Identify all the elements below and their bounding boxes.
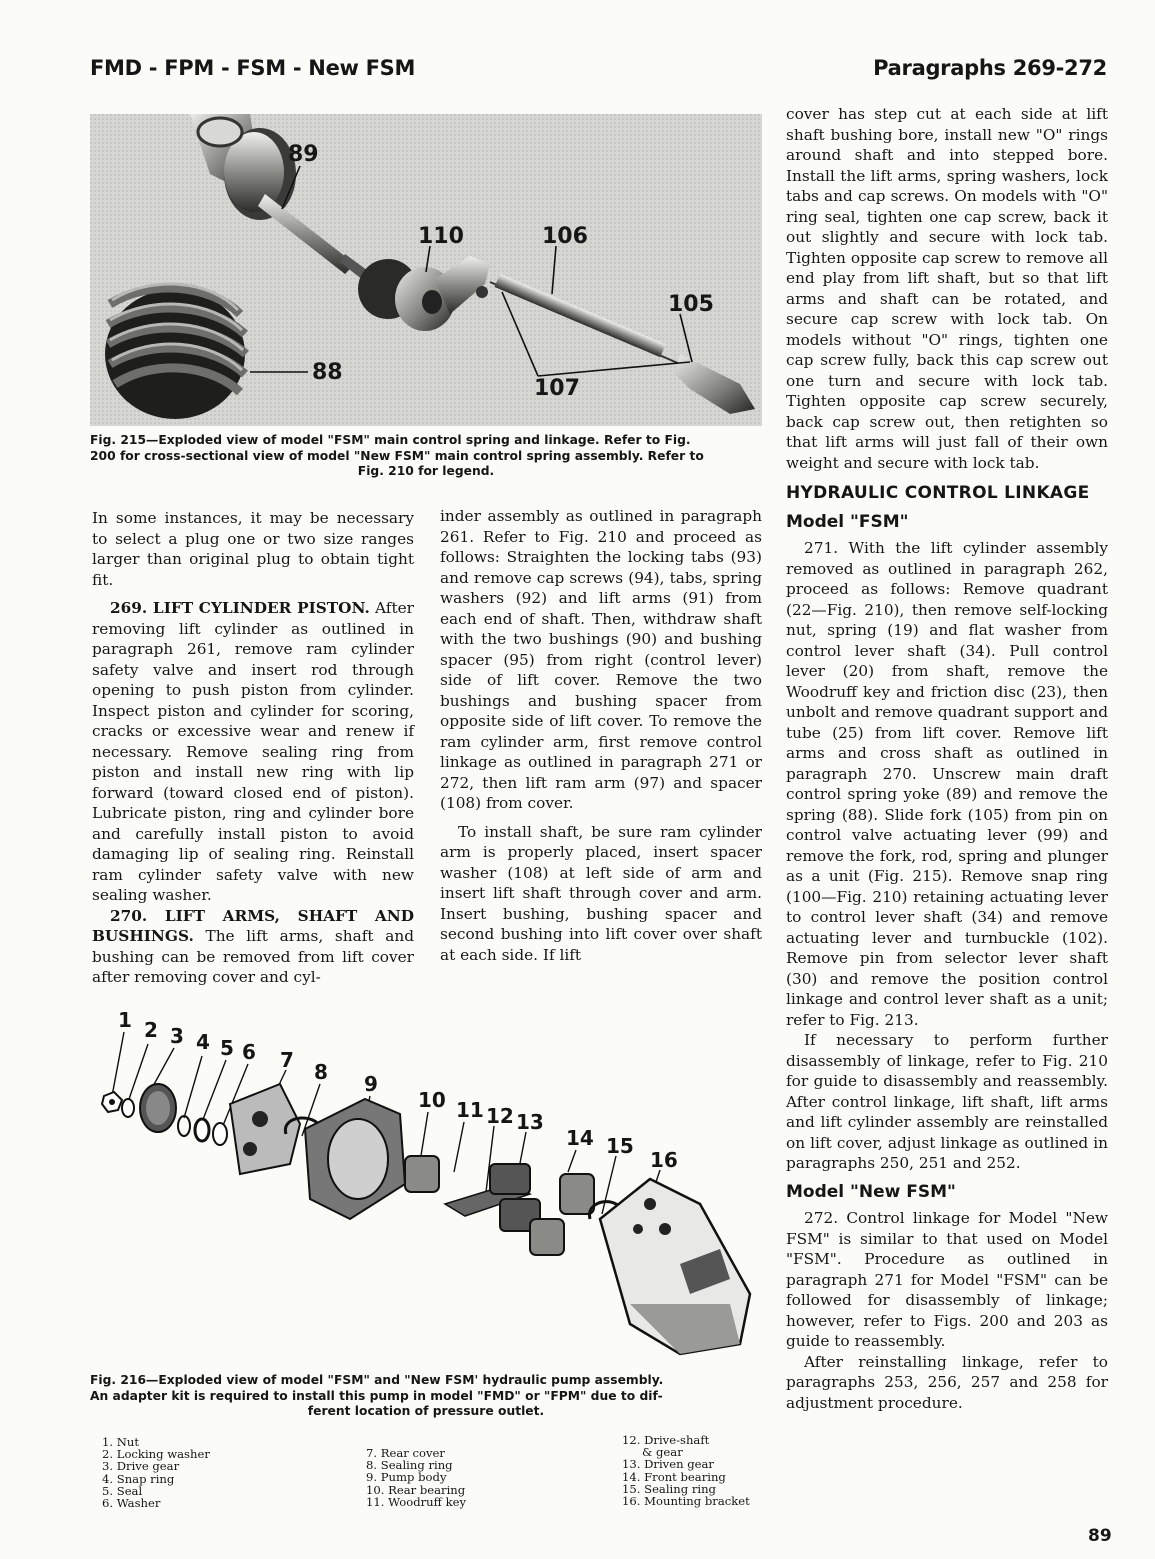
legend-item: 10. Rear bearing <box>366 1482 466 1497</box>
fig215-callout-107: 107 <box>534 376 580 401</box>
fig216-callout-15: 15 <box>606 1134 634 1158</box>
fig215-callout-105: 105 <box>668 292 714 317</box>
figure-216-legend-col2 <box>366 1447 466 1508</box>
paragraph-272b: After reinstalling linkage, refer to paragraphs 253, 256, 257 and 258 for adjustment procedure. <box>786 1352 1108 1412</box>
subheading-new-fsm: Model "New FSM" <box>786 1181 956 1202</box>
fig216-callout-9: 9 <box>364 1072 378 1096</box>
legend-item: 15. Sealing ring <box>622 1481 716 1496</box>
fig216-callout-11: 11 <box>456 1098 484 1122</box>
figure-216-caption-line: Fig. 216—Exploded view of model "FSM" and "New FSM' hydraulic pump assembly. <box>90 1373 664 1387</box>
fig216-callout-13: 13 <box>516 1110 544 1134</box>
legend-item: 16. Mounting bracket <box>622 1494 750 1509</box>
paragraph-270-text: The lift arms, shaft and bushing can be removed from lift cover after removing cover and cyl- <box>92 927 414 986</box>
figure-215-caption-line: Fig. 215—Exploded view of model "FSM" main control spring and linkage. Refer to Fig. <box>90 433 691 447</box>
middle-column <box>440 506 762 965</box>
page-number: 89 <box>1088 1526 1112 1546</box>
fig216-callout-5: 5 <box>220 1036 234 1060</box>
figure-216-caption-line: ferent location of pressure outlet. <box>307 1404 545 1418</box>
fig216-callout-4: 4 <box>196 1030 210 1054</box>
legend-item: 4. Snap ring <box>102 1471 175 1486</box>
section-heading: HYDRAULIC CONTROL LINKAGE <box>786 483 1090 503</box>
paragraph-271: 271. With the lift cylinder assembly removed as outlined in paragraph 262, proceed as follows: Remove quadrant (22—Fig. 210), then remove self-locking nut, spring (19) and flat washer from control lever shaft (34). Pull control lever (20) from shaft, remove the Woodruff key and friction disc (23), then unbolt and remove quadrant support and tube (25) from lift cover. Remove lift arms and cross shaft as outlined in paragraph 270. Unscrew main draft control spring yoke (89) and remove the spring (88). Slide fork (105) from pin on control valve actuating lever (99) and remove the fork, rod, spring and plunger as a unit (Fig. 215). Remove snap ring (100—Fig. 210) retaining actuating lever to control lever shaft (34) and remove actuating lever and turnbuckle (102). Remove pin from selector lever shaft (30) and remove the position control linkage and control lever shaft as a unit; refer to Fig. 213. <box>786 539 1108 1029</box>
right-column <box>786 104 1108 1413</box>
legend-item: 14. Front bearing <box>622 1469 726 1484</box>
paragraph-270-install: To install shaft, be sure ram cylinder arm is properly placed, insert spacer washer (108) at left side of arm and insert lift shaft through cover and arm. Insert bushing, bushing spacer and second bushing into lift cover over shaft at each side. If lift <box>440 822 762 964</box>
legend-item: 9. Pump body <box>366 1470 447 1485</box>
figure-215-caption-line: Fig. 210 for legend. <box>357 464 495 478</box>
left-column <box>92 508 414 988</box>
figure-216-legend-col1 <box>102 1436 210 1509</box>
figure-216-drawing <box>90 1004 762 1370</box>
fig216-callout-1: 1 <box>118 1008 132 1032</box>
legend-item: 6. Washer <box>102 1496 161 1511</box>
fig216-callout-12: 12 <box>486 1104 514 1128</box>
paragraph-269 <box>92 598 414 906</box>
paragraph-270-continued: inder assembly as outlined in paragraph 261. Refer to Fig. 210 and proceed as follows: Straighten the locking tabs (93) and remove cap screws (94), tabs, spring washers (92) and lift arms (91) from each end of shaft. Then, withdraw shaft with the two bushings (90) and bushing spacer (95) from right (control lever) side of lift cover. Remove the two bushings and bushing spacer from opposite side of lift cover. To remove the ram cylinder arm, first remove control linkage as outlined in paragraph 271 or 272, then lift ram arm (97) and spacer (108) from cover. <box>440 507 762 812</box>
figure-215-caption <box>90 433 762 480</box>
subheading-fsm: Model "FSM" <box>786 511 909 532</box>
legend-item: 2. Locking washer <box>102 1447 210 1462</box>
legend-item: 11. Woodruff key <box>366 1494 467 1509</box>
legend-item: & gear <box>642 1445 683 1460</box>
legend-item: 5. Seal <box>102 1483 143 1498</box>
paragraph-269-heading: 269. LIFT CYLINDER PISTON. <box>110 599 370 617</box>
figure-216-caption <box>90 1373 762 1420</box>
figure-216-illustration <box>90 1004 762 1370</box>
figure-216-legend-col3 <box>622 1434 750 1507</box>
fig216-callout-3: 3 <box>170 1024 184 1048</box>
fig216-callout-6: 6 <box>242 1040 256 1064</box>
fig216-callout-16: 16 <box>650 1148 678 1172</box>
figure-215-photo <box>90 114 762 426</box>
legend-item: 1. Nut <box>102 1435 140 1449</box>
fig215-callout-88: 88 <box>312 360 343 385</box>
figure-215-caption-line: 200 for cross-sectional view of model "New FSM" main control spring assembly. Refer to <box>90 448 704 463</box>
fig215-callout-110: 110 <box>418 224 464 249</box>
fig215-callout-106: 106 <box>542 224 588 249</box>
fig216-callout-2: 2 <box>144 1018 158 1042</box>
fig216-callout-8: 8 <box>314 1060 328 1084</box>
running-header-left: FMD - FPM - FSM - New FSM <box>90 56 416 80</box>
legend-item: 13. Driven gear <box>622 1457 714 1472</box>
legend-item: 7. Rear cover <box>366 1446 445 1460</box>
running-header-right: Paragraphs 269-272 <box>873 56 1107 80</box>
fig216-callout-10: 10 <box>418 1088 446 1112</box>
fig216-callout-7: 7 <box>280 1048 294 1072</box>
paragraph-270-end: cover has step cut at each side at lift shaft bushing bore, install new "O" rings around shaft and into stepped bore. Install the lift arms, spring washers, lock tabs and cap screws. On models with "O" ring seal, tighten one cap screw, back it out slightly and secure with lock tab. Tighten opposite cap screw to remove all end play from lift shaft, but so that lift arms and shaft can be rotated, and secure cap screw with lock tab. On models without "O" rings, tighten one cap screw fully, back this cap screw out one turn and secure with lock tab. Tighten opposite cap screw securely, back cap screw out, then retighten so that lift arms will just fall of their own weight and secure with lock tab. <box>786 105 1108 472</box>
paragraph-intro: In some instances, it may be necessary to select a plug one or two size ranges larger than original plug to obtain tight fit. <box>92 509 414 589</box>
legend-item: 3. Drive gear <box>102 1459 180 1474</box>
legend-item: 8. Sealing ring <box>366 1458 453 1473</box>
paragraph-271b: If necessary to perform further disassembly of linkage, refer to Fig. 210 for guide to disassembly and reassembly. After control linkage, lift shaft, lift arms and lift cylinder assembly are reinstalled on lift cover, adjust linkage as outlined in paragraphs 250, 251 and 252. <box>786 1031 1108 1172</box>
figure-216-caption-line: An adapter kit is required to install this pump in model "FMD" or "FPM" due to dif- <box>90 1388 663 1403</box>
fig215-callout-89: 89 <box>288 142 319 167</box>
paragraph-272: 272. Control linkage for Model "New FSM" is similar to that used on Model "FSM". Procedure as outlined in paragraph 271 for Model "FSM" can be followed for disassembly of linkage; however, refer to Figs. 200 and 203 as guide to reassembly. <box>786 1209 1108 1350</box>
paragraph-269-text: After removing lift cylinder as outlined in paragraph 261, remove ram cylinder safety valve and insert rod through opening to push piston from cylinder. Inspect piston and cylinder for scoring, cracks or excessive wear and renew if necessary. Remove sealing ring from piston and install new ring with lip forward (toward closed end of piston). Lubricate piston, ring and cylinder bore and carefully install piston to avoid damaging lip of sealing ring. Reinstall ram cylinder safety valve with new sealing washer. <box>92 599 414 904</box>
paragraph-270 <box>92 906 414 988</box>
paragraph-270-heading: 270. LIFT ARMS, SHAFT AND BUSHINGS. <box>92 906 414 945</box>
legend-item: 12. Drive-shaft <box>622 1433 710 1447</box>
fig216-callout-14: 14 <box>566 1126 594 1150</box>
figure-215-illustration <box>90 114 762 426</box>
